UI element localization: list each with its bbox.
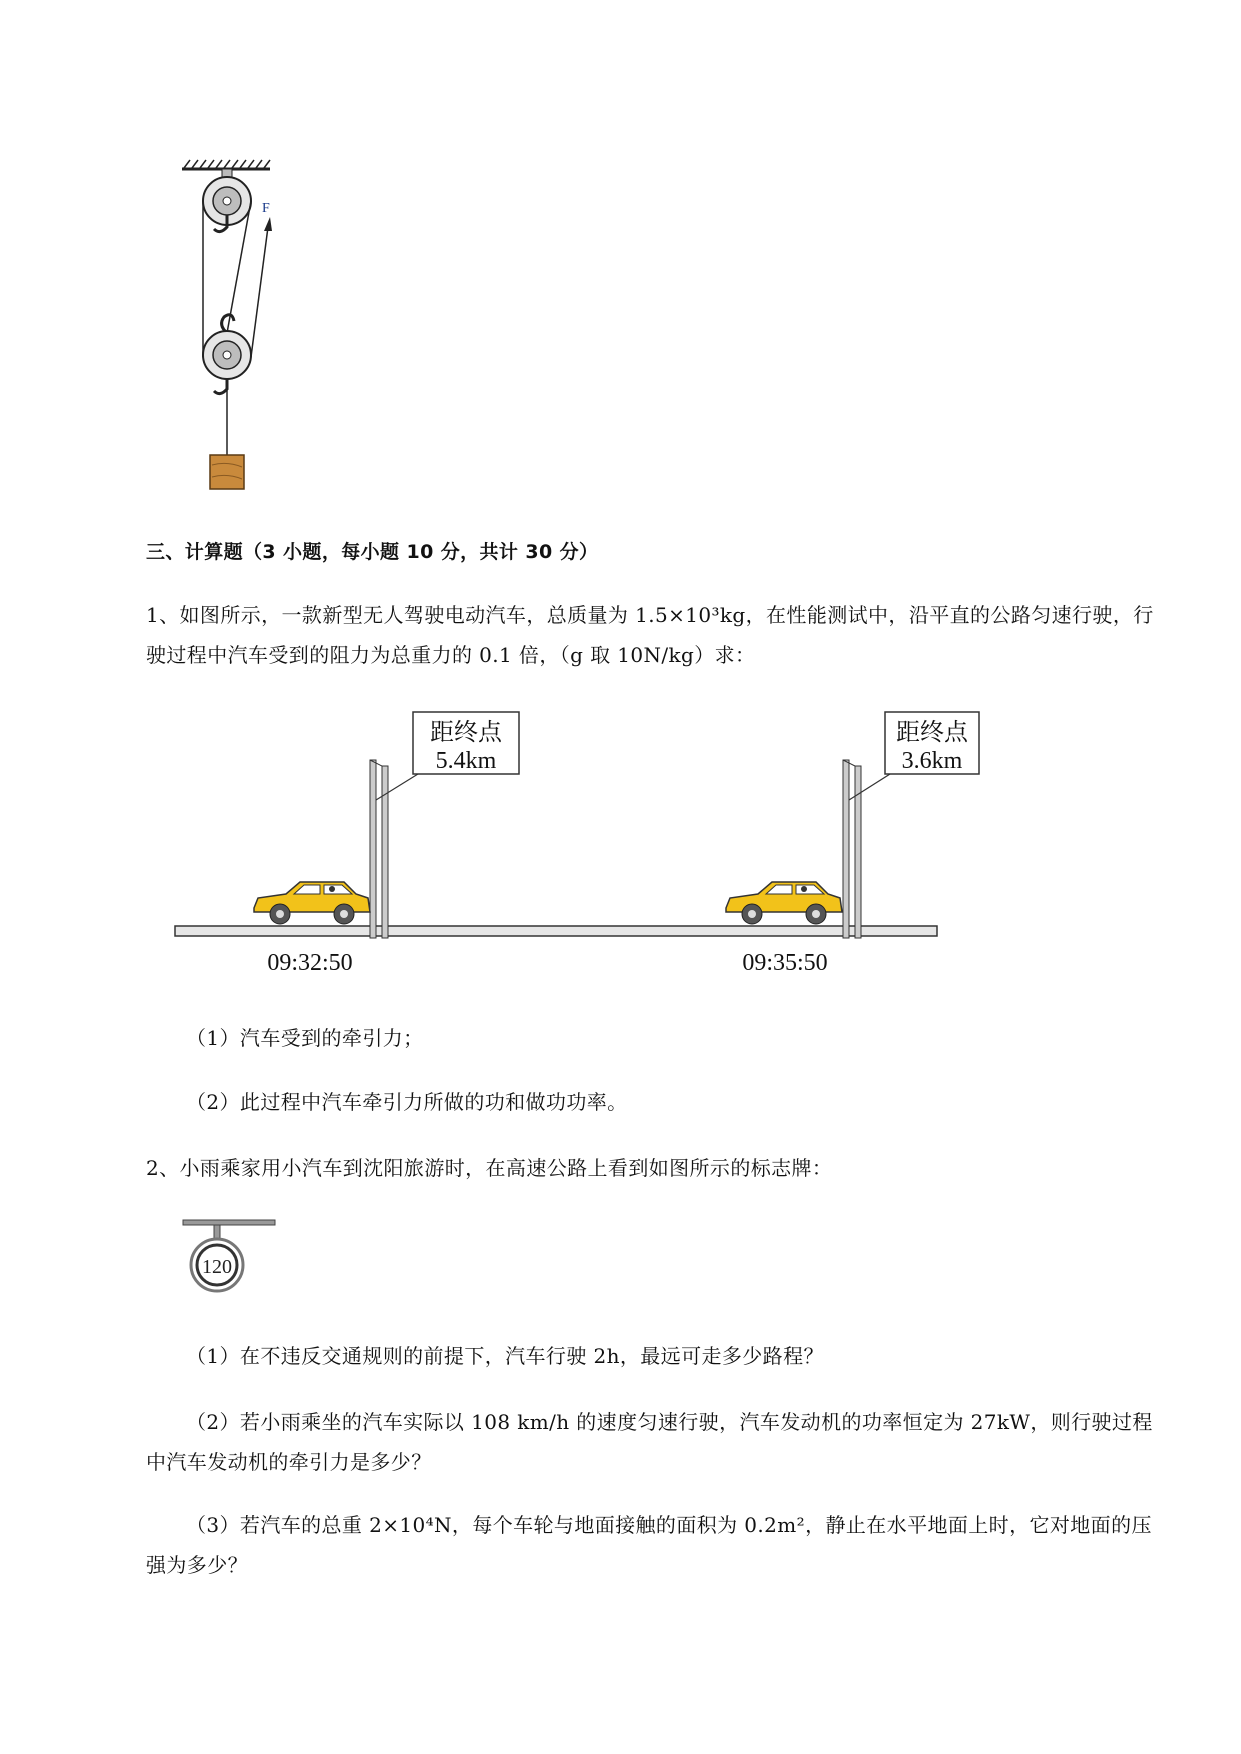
sign1-line2: 5.4km bbox=[435, 748, 497, 774]
pulley-figure bbox=[170, 155, 290, 495]
sign2-line2: 3.6km bbox=[901, 748, 963, 774]
q2-sub1: （1）在不违反交通规则的前提下，汽车行驶 2h，最远可走多少路程？ bbox=[186, 1344, 824, 1368]
q2-sub3: （3）若汽车的总重 2×10⁴N，每个车轮与地面接触的面积为 0.2m²，静止在水平地面上时，它对地面的压强为多少？ bbox=[146, 1513, 1152, 1577]
speed-limit-value: 120 bbox=[202, 1256, 232, 1278]
speed-sign-figure bbox=[180, 1218, 280, 1298]
car-road-figure bbox=[170, 700, 968, 980]
force-label: F bbox=[262, 201, 270, 216]
sign2-line1: 距终点 bbox=[896, 718, 968, 746]
q1-sub2: （2）此过程中汽车牵引力所做的功和做功功率。 bbox=[186, 1090, 628, 1114]
q2-stem: 2、小雨乘家用小汽车到沈阳旅游时，在高速公路上看到如图所示的标志牌： bbox=[146, 1156, 833, 1180]
car-1 bbox=[254, 882, 370, 924]
time-2: 09:35:50 bbox=[742, 950, 828, 976]
sign1-line1: 距终点 bbox=[430, 718, 502, 746]
q1-sub1: （1）汽车受到的牵引力； bbox=[186, 1026, 424, 1050]
sign-post-1 bbox=[370, 712, 519, 938]
car-2 bbox=[726, 882, 842, 924]
q2-sub2: （2）若小雨乘坐的汽车实际以 108 km/h 的速度匀速行驶，汽车发动机的功率恒定为 27kW，则行驶过程中汽车发动机的牵引力是多少？ bbox=[146, 1410, 1153, 1474]
q1-stem: 1、如图所示，一款新型无人驾驶电动汽车，总质量为 1.5×10³kg，在性能测试中，沿平直的公路匀速行驶，行驶过程中汽车受到的阻力为总重力的 0.1 倍，（g 取 10N/kg）求： bbox=[146, 603, 1154, 667]
sign-post-2 bbox=[843, 712, 979, 938]
section-title: 三、计算题（3 小题，每小题 10 分，共计 30 分） bbox=[146, 541, 599, 563]
time-1: 09:32:50 bbox=[267, 950, 353, 976]
